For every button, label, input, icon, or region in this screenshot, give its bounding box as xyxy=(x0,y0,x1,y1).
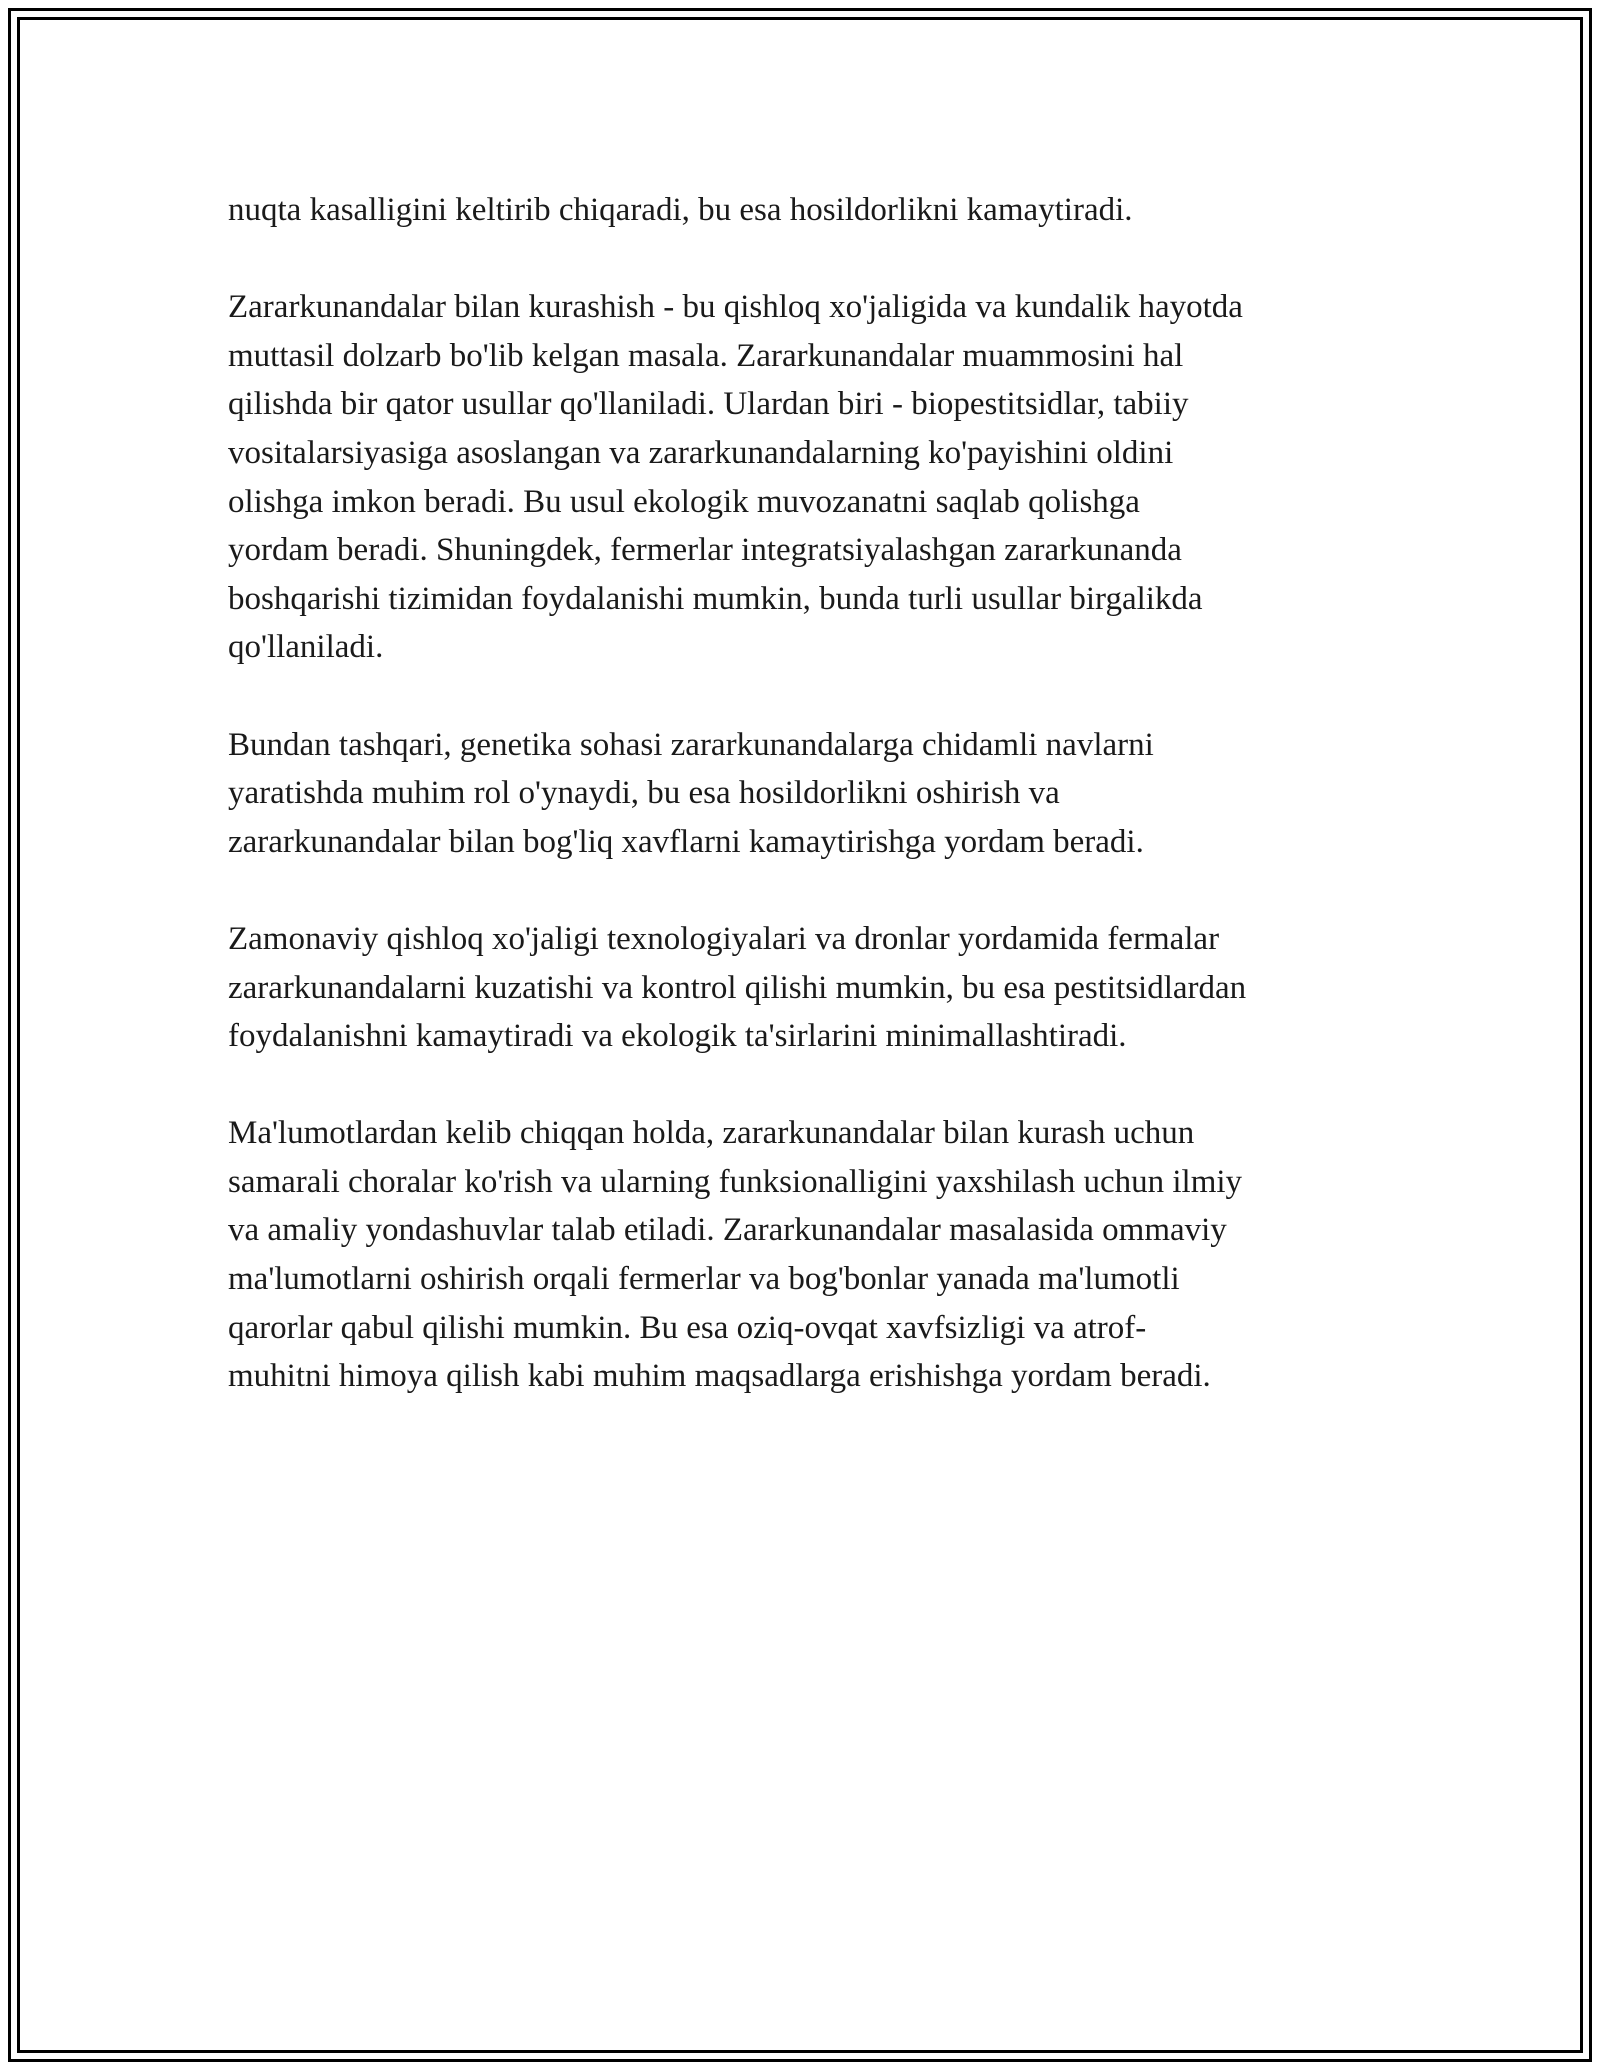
paragraph-4: Zamonaviy qishloq xo'jaligi texnologiyalari va dronlar yordamida fermalar zararkunandalarni kuzatishi va kontrol qilishi mumkin, bu esa pestitsidlardan foydalanishni kamaytiradi va ekologik ta'sirlarini minimallashtiradi. xyxy=(228,920,1247,1055)
paragraph-1: nuqta kasalligini keltirib chiqaradi, bu esa hosildorlikni kamaytiradi. xyxy=(228,192,1133,228)
paragraph-5: Ma'lumotlardan kelib chiqqan holda, zararkunandalar bilan kurash uchun samarali choralar ko'rish va ularning funksionalligini yaxshilash uchun ilmiy va amaliy yondashuvlar talab etiladi. Zararkunandalar masalasida ommaviy ma'lumotlarni oshirish orqali fermerlar va bog'bonlar yanada ma'lumotli qarorlar qabul qilishi mumkin. Bu esa oziq-ovqat xavfsizligi va atrof- muhitni himoya qilish kabi muhim maqsadlarga erishishga yordam beradi. xyxy=(228,1115,1243,1395)
document-body xyxy=(228,186,1378,1449)
paragraph-2: Zararkunandalar bilan kurashish - bu qishloq xo'jaligida va kundalik hayotda muttasil dolzarb bo'lib kelgan masala. Zararkunandalar muammosini hal qilishda bir qator usullar qo'llaniladi. Ulardan biri - biopestitsidlar, tabiiy vositalarsiyasiga asoslangan va zararkunandalarning ko'payishini oldini olishga imkon beradi. Bu usul ekologik muvozanatni saqlab qolishga yordam beradi. Shuningdek, fermerlar integratsiyalashgan zararkunanda boshqarishi tizimidan foydalanishi mumkin, bunda turli usullar birgalikda qo'llaniladi. xyxy=(228,289,1243,666)
paragraph-3: Bundan tashqari, genetika sohasi zararkunandalarga chidamli navlarni yaratishda muhim rol o'ynaydi, bu esa hosildorlikni oshirish va zararkunandalar bilan bog'liq xavflarni kamaytirishga yordam beradi. xyxy=(228,726,1154,860)
